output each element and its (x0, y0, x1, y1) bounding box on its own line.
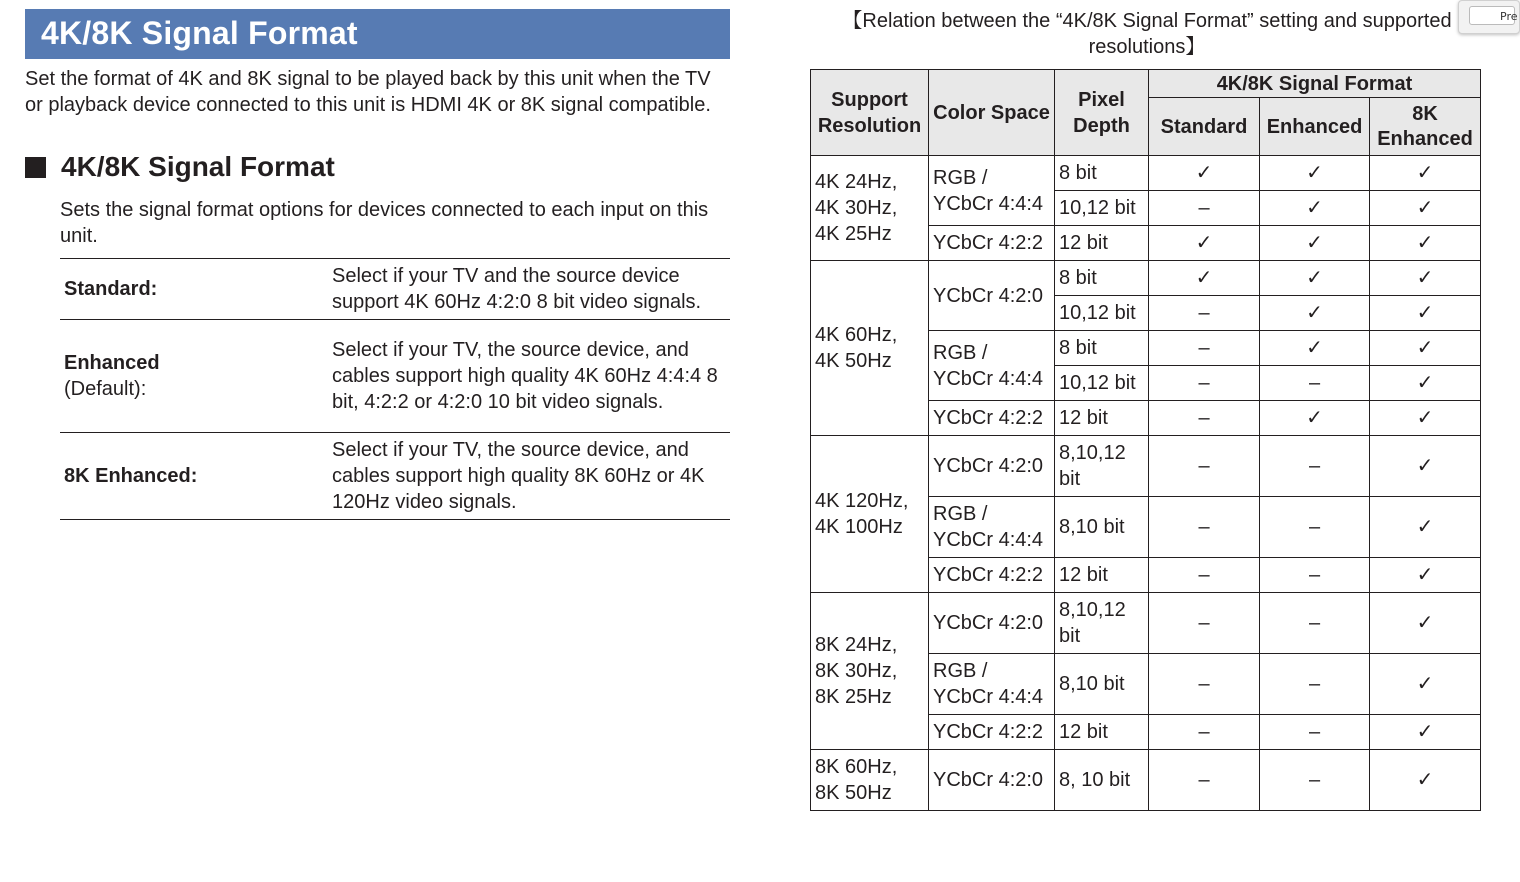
pixel-depth-cell: 12 bit (1055, 401, 1149, 436)
pixel-depth-cell: 12 bit (1055, 226, 1149, 261)
pixel-depth-cell: 8 bit (1055, 261, 1149, 296)
enhanced-cell: – (1260, 715, 1370, 750)
pixel-depth-cell: 8 bit (1055, 156, 1149, 191)
standard-cell: – (1149, 191, 1260, 226)
enhanced-8k-cell: ✓ (1370, 296, 1481, 331)
table-caption (812, 8, 1482, 60)
enhanced-8k-cell: ✓ (1370, 436, 1481, 497)
color-space-cell: RGB / YCbCr 4:4:4 (929, 654, 1055, 715)
enhanced-8k-cell: ✓ (1370, 261, 1481, 296)
enhanced-8k-cell: ✓ (1370, 593, 1481, 654)
color-space-cell: YCbCr 4:2:0 (929, 750, 1055, 811)
pixel-depth-cell: 8,10,12 bit (1055, 593, 1149, 654)
subsection-description: Sets the signal format options for devices connected to each input on this unit. (60, 199, 709, 247)
standard-cell: – (1149, 750, 1260, 811)
enhanced-8k-cell: ✓ (1370, 750, 1481, 811)
enhanced-cell: – (1260, 593, 1370, 654)
enhanced-cell: ✓ (1260, 401, 1370, 436)
enhanced-cell: ✓ (1260, 331, 1370, 366)
preview-button[interactable] (1458, 0, 1520, 34)
standard-cell: ✓ (1149, 226, 1260, 261)
enhanced-cell: ✓ (1260, 226, 1370, 261)
enhanced-cell: ✓ (1260, 156, 1370, 191)
option-label: Standard: (64, 278, 158, 300)
color-space-cell: YCbCr 4:2:2 (929, 558, 1055, 593)
preview-button-label: Pre (1469, 6, 1515, 25)
enhanced-8k-cell: ✓ (1370, 715, 1481, 750)
pixel-depth-cell: 10,12 bit (1055, 191, 1149, 226)
table-row (811, 593, 1481, 654)
option-note: (Default): (64, 378, 147, 400)
pixel-depth-cell: 10,12 bit (1055, 366, 1149, 401)
option-row-standard (60, 259, 730, 320)
enhanced-8k-cell: ✓ (1370, 366, 1481, 401)
table-row (811, 156, 1481, 191)
enhanced-8k-cell: ✓ (1370, 191, 1481, 226)
pixel-depth-cell: 8, 10 bit (1055, 750, 1149, 811)
header-format-group: 4K/8K Signal Format (1149, 70, 1481, 98)
option-description: Select if your TV and the source device support 4K 60Hz 4:2:0 8 bit video signals. (332, 259, 730, 320)
options-table (60, 258, 730, 520)
option-row-8k-enhanced (60, 433, 730, 520)
pixel-depth-cell: 10,12 bit (1055, 296, 1149, 331)
color-space-cell: RGB / YCbCr 4:4:4 (929, 156, 1055, 226)
color-space-cell: RGB / YCbCr 4:4:4 (929, 497, 1055, 558)
enhanced-cell: – (1260, 436, 1370, 497)
enhanced-8k-cell: ✓ (1370, 558, 1481, 593)
subsection-heading (25, 150, 335, 184)
option-label: Enhanced (64, 352, 160, 374)
standard-cell: – (1149, 436, 1260, 497)
standard-cell: – (1149, 497, 1260, 558)
header-support-resolution: Support Resolution (811, 70, 929, 156)
header-enhanced: Enhanced (1260, 98, 1370, 156)
enhanced-cell: – (1260, 497, 1370, 558)
standard-cell: – (1149, 366, 1260, 401)
resolution-cell[interactable]: 8K 60Hz, 8K 50Hz (811, 750, 929, 811)
option-description: Select if your TV, the source device, and cables support high quality 8K 60Hz or 4K 120Hz video signals. (332, 433, 730, 520)
standard-cell: ✓ (1149, 156, 1260, 191)
standard-cell: – (1149, 401, 1260, 436)
enhanced-cell: – (1260, 366, 1370, 401)
standard-cell: – (1149, 654, 1260, 715)
standard-cell: – (1149, 593, 1260, 654)
header-8k-enhanced: 8K Enhanced (1370, 98, 1481, 156)
header-standard: Standard (1149, 98, 1260, 156)
enhanced-8k-cell: ✓ (1370, 497, 1481, 558)
table-row (811, 436, 1481, 497)
format-table (810, 69, 1481, 811)
enhanced-8k-cell: ✓ (1370, 654, 1481, 715)
pixel-depth-cell: 12 bit (1055, 558, 1149, 593)
resolution-cell: 4K 120Hz, 4K 100Hz (811, 436, 929, 593)
color-space-cell: YCbCr 4:2:2 (929, 226, 1055, 261)
option-label: 8K Enhanced: (64, 465, 198, 487)
enhanced-cell: ✓ (1260, 296, 1370, 331)
option-description: Select if your TV, the source device, and cables support high quality 4K 60Hz 4:4:4 8 bit, 4:2:2 or 4:2:0 10 bit video signals. (332, 320, 730, 433)
option-row-enhanced (60, 320, 730, 433)
resolution-cell: 8K 24Hz, 8K 30Hz, 8K 25Hz (811, 593, 929, 750)
standard-cell: ✓ (1149, 261, 1260, 296)
enhanced-cell: ✓ (1260, 191, 1370, 226)
color-space-cell: YCbCr 4:2:0 (929, 436, 1055, 497)
enhanced-cell: – (1260, 558, 1370, 593)
standard-cell: – (1149, 558, 1260, 593)
color-space-cell: YCbCr 4:2:0 (929, 261, 1055, 331)
standard-cell: – (1149, 715, 1260, 750)
color-space-cell: YCbCr 4:2:0 (929, 593, 1055, 654)
enhanced-8k-cell: ✓ (1370, 226, 1481, 261)
enhanced-cell: ✓ (1260, 261, 1370, 296)
header-color-space: Color Space (929, 70, 1055, 156)
enhanced-8k-cell: ✓ (1370, 401, 1481, 436)
header-pixel-depth: Pixel Depth (1055, 70, 1149, 156)
pixel-depth-cell: 8,10,12 bit (1055, 436, 1149, 497)
pixel-depth-cell: 8 bit (1055, 331, 1149, 366)
resolution-cell: 4K 60Hz, 4K 50Hz (811, 261, 929, 436)
intro-text: Set the format of 4K and 8K signal to be played back by this unit when the TV or playback device connected to this unit is HDMI 4K or 8K signal compatible. (25, 68, 711, 116)
section-title-bar (25, 9, 730, 59)
subsection-title: 4K/8K Signal Format (61, 151, 335, 182)
square-bullet-icon (25, 157, 46, 178)
enhanced-cell: – (1260, 654, 1370, 715)
enhanced-cell: – (1260, 750, 1370, 811)
enhanced-8k-cell: ✓ (1370, 156, 1481, 191)
standard-cell: – (1149, 296, 1260, 331)
pixel-depth-cell: 8,10 bit (1055, 654, 1149, 715)
enhanced-8k-cell: ✓ (1370, 331, 1481, 366)
table-row (811, 750, 1481, 811)
standard-cell: – (1149, 331, 1260, 366)
table-caption-text: 【Relation between the “4K/8K Signal Format” setting and supported resolutions】 (842, 10, 1452, 58)
pixel-depth-cell: 12 bit (1055, 715, 1149, 750)
color-space-cell: YCbCr 4:2:2 (929, 715, 1055, 750)
pixel-depth-cell: 8,10 bit (1055, 497, 1149, 558)
table-row (811, 261, 1481, 296)
resolution-cell: 4K 24Hz, 4K 30Hz, 4K 25Hz (811, 156, 929, 261)
section-title: 4K/8K Signal Format (41, 15, 358, 51)
color-space-cell: RGB / YCbCr 4:4:4 (929, 331, 1055, 401)
color-space-cell: YCbCr 4:2:2 (929, 401, 1055, 436)
